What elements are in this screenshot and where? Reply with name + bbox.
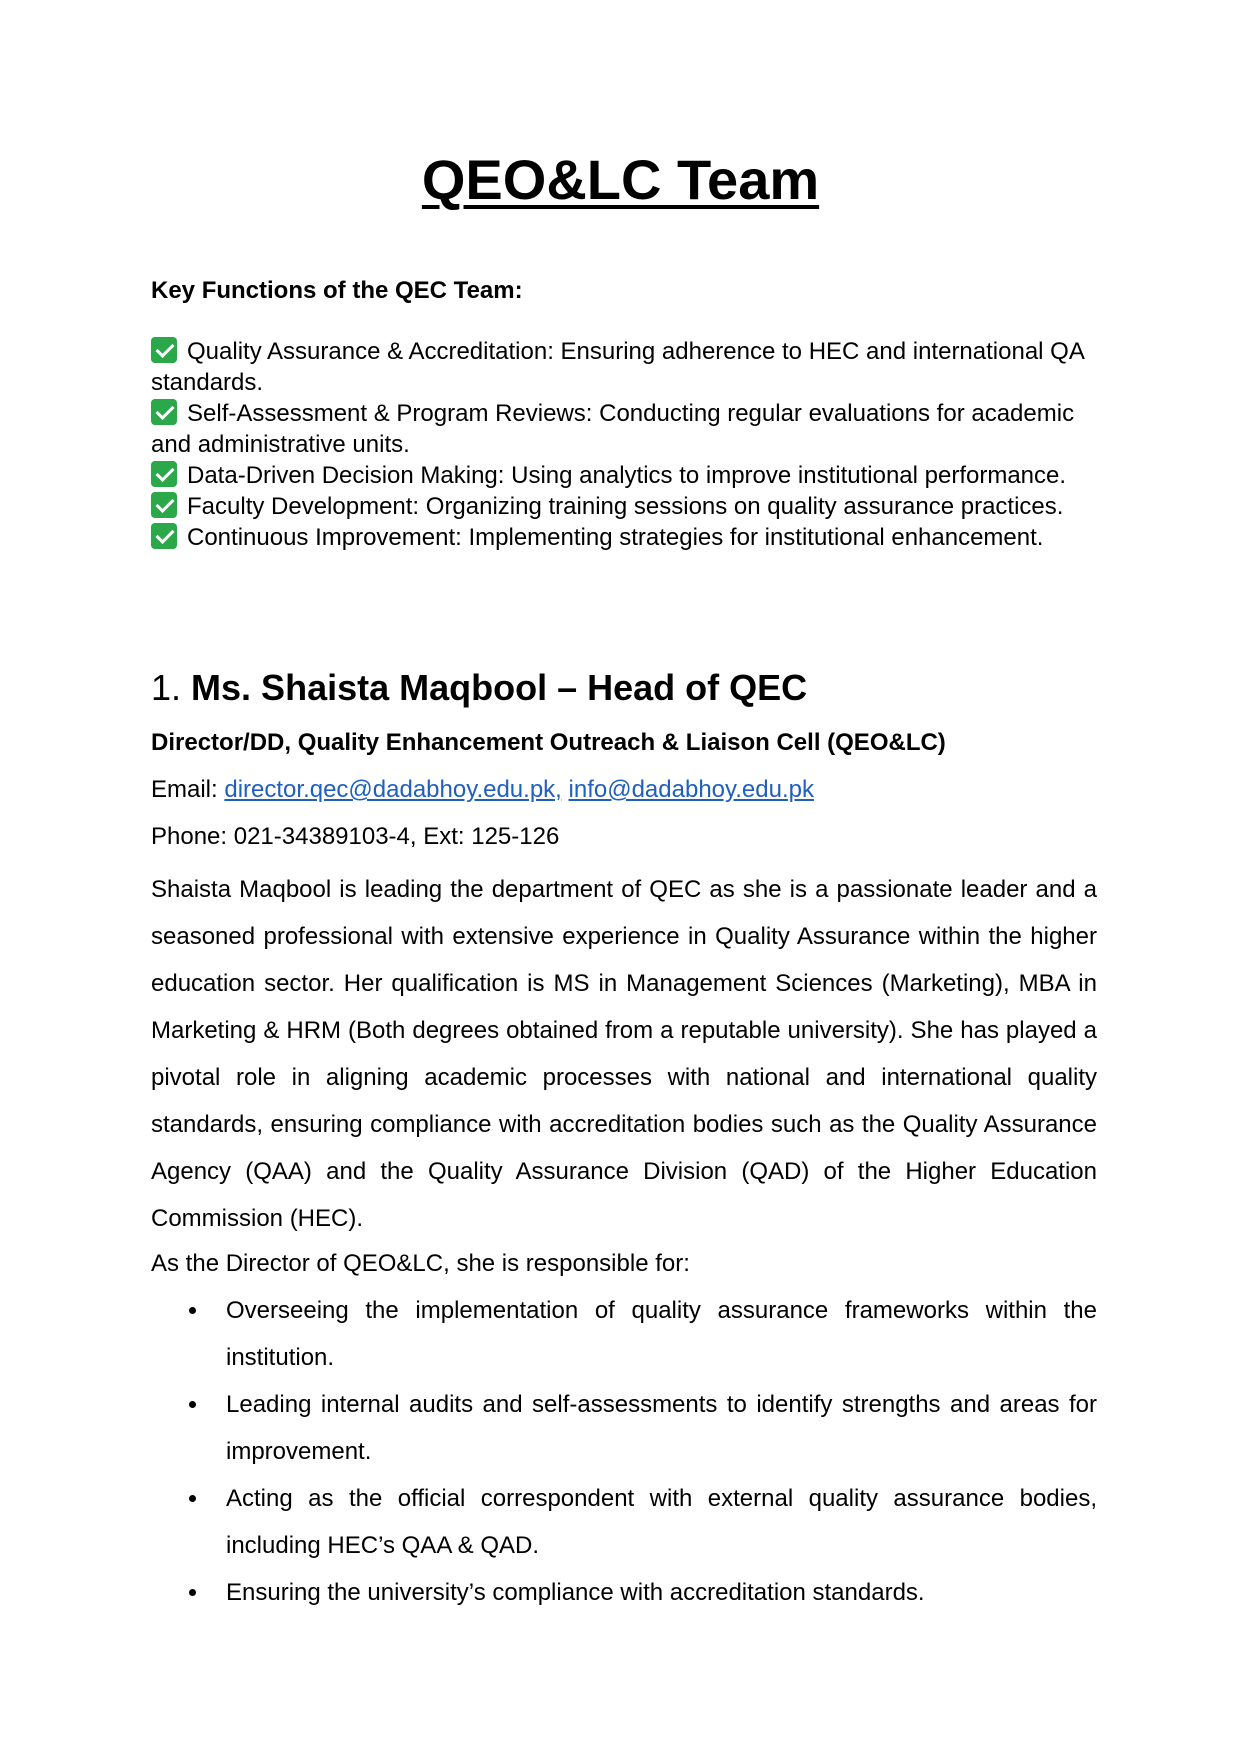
responsibility-text: Leading internal audits and self-assessments to identify strengths and areas for improvement.	[226, 1391, 1097, 1465]
check-mark-icon	[151, 399, 177, 425]
key-function-text: Quality Assurance & Accreditation: Ensuring adherence to HEC and international QA standards.	[151, 338, 1084, 396]
check-mark-icon	[151, 337, 177, 363]
person-name: Ms. Shaista Maqbool – Head of QEC	[191, 667, 808, 708]
bullet-icon	[189, 1307, 196, 1314]
bullet-icon	[189, 1401, 196, 1408]
email-link-director[interactable]: director.qec@dadabhoy.edu.pk,	[224, 776, 562, 803]
responsibilities-list	[151, 1287, 1097, 1616]
key-function-item	[151, 491, 1101, 522]
key-functions-heading: Key Functions of the QEC Team:	[151, 277, 523, 304]
responsibility-item	[151, 1287, 1097, 1381]
phone-line: Phone: 021-34389103-4, Ext: 125-126	[151, 823, 560, 850]
check-mark-icon	[151, 523, 177, 549]
responsibility-item	[151, 1475, 1097, 1569]
page-title-text: QEO&LC Team	[421, 148, 820, 211]
key-functions-list	[151, 336, 1101, 553]
person-number: 1.	[151, 667, 182, 708]
key-function-item	[151, 460, 1101, 491]
key-function-text: Continuous Improvement: Implementing strategies for institutional enhancement.	[187, 524, 1044, 551]
person-bio: Shaista Maqbool is leading the department of QEC as she is a passionate leader and a seasoned professional with extensive experience in Quality Assurance within the higher education sector. Her qualification is MS in Management Sciences (Marketing), MBA in Marketing & HRM (Both degrees obtained from a reputable university). She has played a pivotal role in aligning academic processes with national and international quality standards, ensuring compliance with accreditation bodies such as the Quality Assurance Agency (QAA) and the Quality Assurance Division (QAD) of the Higher Education Commission (HEC).	[151, 876, 1097, 1232]
key-function-item	[151, 398, 1101, 460]
key-function-item	[151, 522, 1101, 553]
bullet-icon	[189, 1589, 196, 1596]
key-function-text: Data-Driven Decision Making: Using analytics to improve institutional performance.	[187, 462, 1067, 489]
email-link-info[interactable]: info@dadabhoy.edu.pk	[568, 776, 814, 803]
responsibilities-intro: As the Director of QEO&LC, she is responsible for:	[151, 1250, 690, 1277]
key-function-item	[151, 336, 1101, 398]
responsibility-item	[151, 1569, 1097, 1616]
key-function-text: Self-Assessment & Program Reviews: Conducting regular evaluations for academic and administrative units.	[151, 400, 1075, 458]
check-mark-icon	[151, 492, 177, 518]
email-label: Email:	[151, 776, 218, 803]
person-heading	[151, 666, 807, 710]
page-title	[0, 148, 1241, 212]
responsibility-text: Acting as the official correspondent with external quality assurance bodies, including HEC’s QAA & QAD.	[226, 1485, 1097, 1559]
check-mark-icon	[151, 461, 177, 487]
responsibility-item	[151, 1381, 1097, 1475]
email-line	[151, 775, 814, 805]
bullet-icon	[189, 1495, 196, 1502]
responsibility-text: Overseeing the implementation of quality assurance frameworks within the institution.	[226, 1297, 1097, 1371]
person-role: Director/DD, Quality Enhancement Outreach & Liaison Cell (QEO&LC)	[151, 729, 946, 756]
responsibility-text: Ensuring the university’s compliance with accreditation standards.	[226, 1579, 925, 1606]
key-function-text: Faculty Development: Organizing training sessions on quality assurance practices.	[187, 493, 1064, 520]
